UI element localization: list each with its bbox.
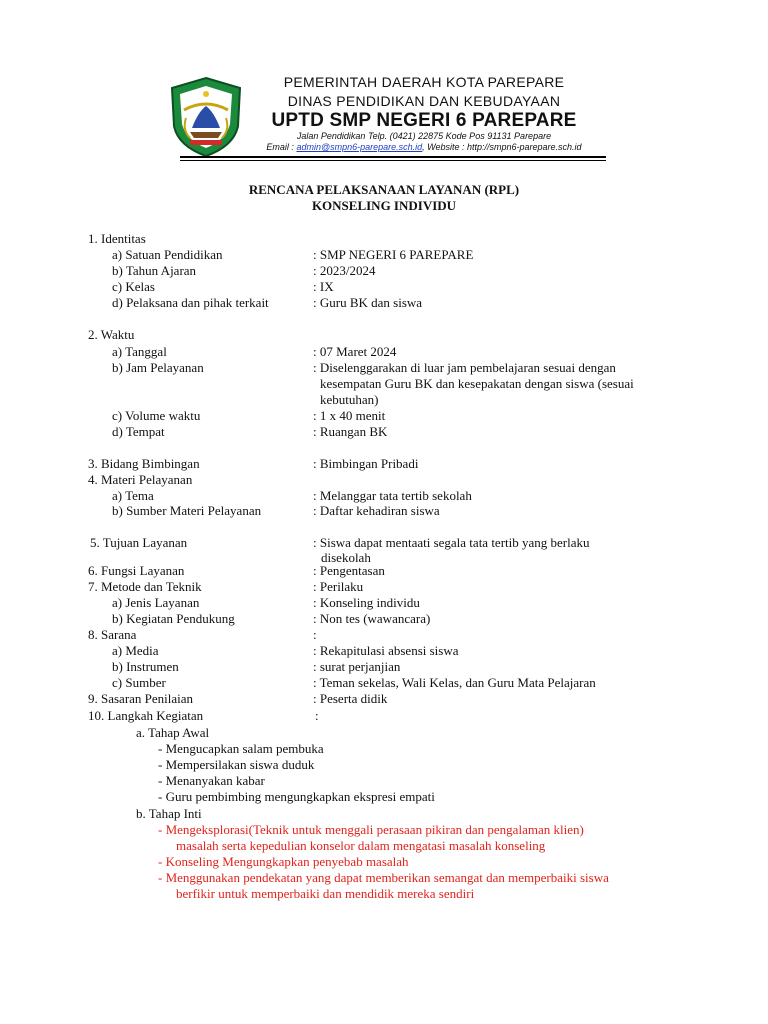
school-name-heading: UPTD SMP NEGERI 6 PAREPARE — [271, 110, 577, 131]
email-link[interactable]: admin@smpn6-parepare.sch.id — [296, 142, 423, 152]
body-line: : Peserta didik — [313, 691, 388, 706]
body-line: b) Jam Pelayanan — [112, 360, 204, 375]
body-line: 2. Waktu — [88, 327, 135, 342]
body-line: - Mempersilakan siswa duduk — [158, 757, 315, 772]
body-line: : 1 x 40 menit — [313, 408, 386, 423]
body-line: masalah serta kepedulian konselor dalam mengatasi masalah konseling — [176, 838, 546, 853]
body-line: b. Tahap Inti — [136, 806, 202, 821]
body-line: : Siswa dapat mentaati segala tata tertib yang berlaku — [313, 535, 590, 550]
school-address: Jalan Pendidikan Telp. (0421) 22875 Kode Pos 91131 Parepare — [296, 131, 552, 141]
contact-line — [244, 142, 604, 152]
body-line: : Non tes (wawancara) — [313, 611, 431, 626]
body-line: - Menggunakan pendekatan yang dapat memberikan semangat dan memperbaiki siswa — [158, 870, 609, 885]
body-line: - Guru pembimbing mengungkapkan ekspresi empati — [158, 789, 435, 804]
body-line: : — [313, 627, 317, 642]
body-line: c) Volume waktu — [112, 408, 201, 423]
body-line: 6. Fungsi Layanan — [88, 563, 185, 578]
body-line: : Ruangan BK — [313, 424, 388, 439]
body-line: b) Sumber Materi Pelayanan — [112, 503, 262, 518]
body-line: a) Jenis Layanan — [112, 595, 200, 610]
body-line: - Mengeksplorasi(Teknik untuk menggali perasaan pikiran dan pengalaman klien) — [158, 822, 584, 837]
body-line: : Konseling individu — [313, 595, 420, 610]
letterhead-rule-thin — [180, 160, 606, 161]
body-line: : SMP NEGERI 6 PAREPARE — [313, 247, 474, 262]
body-line: b) Tahun Ajaran — [112, 263, 197, 278]
email-label: Email : — [266, 142, 297, 152]
body-line: disekolah — [321, 550, 371, 565]
body-line: : 07 Maret 2024 — [313, 344, 397, 359]
document-subtitle: KONSELING INDIVIDU — [311, 198, 457, 213]
body-line: 1. Identitas — [88, 231, 146, 246]
body-line: : Diselenggarakan di luar jam pembelajaran sesuai dengan — [313, 360, 616, 375]
body-line: d) Pelaksana dan pihak terkait — [112, 295, 269, 310]
document-title: RENCANA PELAKSANAAN LAYANAN (RPL) — [248, 182, 520, 197]
website-text: , Website : http://smpn6-parepare.sch.id — [422, 142, 582, 152]
body-line: a) Media — [112, 643, 159, 658]
body-line: a. Tahap Awal — [136, 725, 210, 740]
body-line: : Rekapitulasi absensi siswa — [313, 643, 459, 658]
body-line: b) Instrumen — [112, 659, 179, 674]
letterhead-rule-thick — [180, 156, 606, 158]
body-line: : Guru BK dan siswa — [313, 295, 423, 310]
body-line: - Konseling Mengungkapkan penyebab masalah — [158, 854, 409, 869]
government-heading: PEMERINTAH DAERAH KOTA PAREPARE — [283, 74, 565, 90]
body-line: kesempatan Guru BK dan kesepakatan dengan siswa (sesuai — [320, 376, 634, 391]
body-line: : surat perjanjian — [313, 659, 401, 674]
body-line: 8. Sarana — [88, 627, 137, 642]
body-line: - Menanyakan kabar — [158, 773, 265, 788]
body-line: 10. Langkah Kegiatan — [88, 708, 204, 723]
body-line: : 2023/2024 — [313, 263, 376, 278]
body-line: b) Kegiatan Pendukung — [112, 611, 235, 626]
body-line: : Bimbingan Pribadi — [313, 456, 419, 471]
body-line: a) Tema — [112, 488, 154, 503]
body-line: 3. Bidang Bimbingan — [88, 456, 200, 471]
body-line: 5. Tujuan Layanan — [90, 535, 188, 550]
body-line: : Pengentasan — [313, 563, 385, 578]
body-line: : Melanggar tata tertib sekolah — [313, 488, 472, 503]
body-line: 7. Metode dan Teknik — [88, 579, 202, 594]
body-line: c) Sumber — [112, 675, 166, 690]
body-line: d) Tempat — [112, 424, 165, 439]
body-line: - Mengucapkan salam pembuka — [158, 741, 324, 756]
body-line: a) Satuan Pendidikan — [112, 247, 223, 262]
body-line: c) Kelas — [112, 279, 155, 294]
body-line: : Daftar kehadiran siswa — [313, 503, 440, 518]
body-line: a) Tanggal — [112, 344, 167, 359]
body-line: 9. Sasaran Penilaian — [88, 691, 194, 706]
body-line: 4. Materi Pelayanan — [88, 472, 193, 487]
body-line: : Teman sekelas, Wali Kelas, dan Guru Mata Pelajaran — [313, 675, 596, 690]
body-line: : — [315, 708, 319, 723]
body-line: : Perilaku — [313, 579, 364, 594]
body-line: kebutuhan) — [320, 392, 379, 407]
school-emblem-logo — [168, 76, 244, 158]
body-line: : IX — [313, 279, 334, 294]
department-heading: DINAS PENDIDIKAN DAN KEBUDAYAAN — [287, 93, 561, 109]
body-line: berfikir untuk memperbaiki dan mendidik mereka sendiri — [176, 886, 475, 901]
